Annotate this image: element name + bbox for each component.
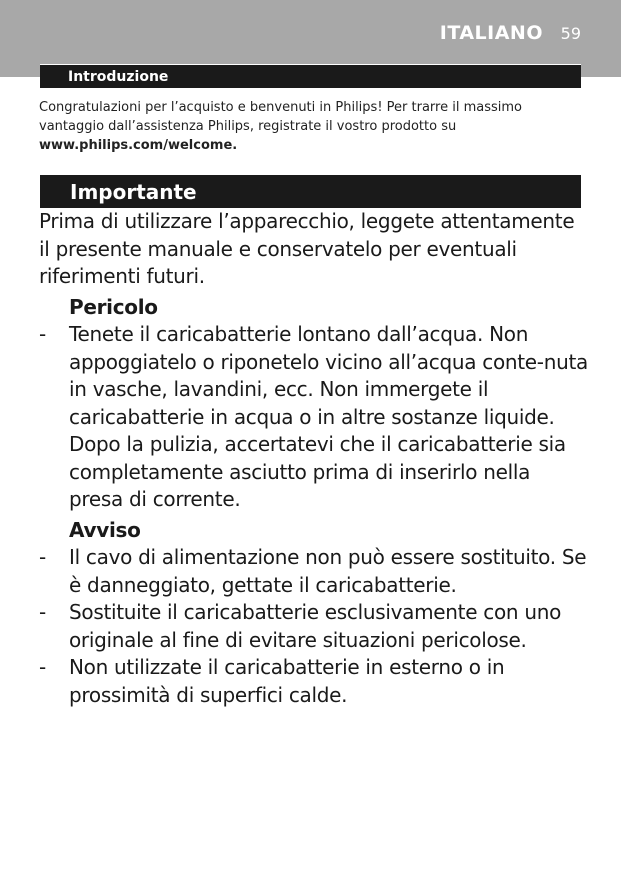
danger-item [39, 321, 589, 514]
bullet-dash: - [39, 545, 46, 569]
warning-item-text: Sostituite il caricabatterie esclusivamente con uno originale al fine di evitare situazioni pericolose. [69, 600, 562, 652]
philips-url: www.philips.com/welcome. [39, 138, 238, 153]
introduction-text: Congratulazioni per l’acquisto e benvenuti in Philips! Per trarre il massimo vantaggio dall’assistenza Philips, registrate il vostro prodotto su [39, 100, 522, 134]
section-heading-introduction: Introduzione [40, 64, 581, 88]
important-intro: Prima di utilizzare l’apparecchio, leggete attentamente il presente manuale e conservatelo per eventuali riferimenti futuri. [39, 209, 575, 288]
warning-item-text: Non utilizzate il caricabatterie in esterno o in prossimità di superfici calde. [69, 655, 505, 707]
warning-heading: Avviso [69, 517, 141, 542]
section-heading-important: Importante [40, 174, 581, 208]
warning-item [39, 544, 589, 599]
warning-item [39, 599, 589, 654]
danger-item-text: Tenete il caricabatterie lontano dall’acqua. Non appoggiatelo o riponetelo vicino all’acqua conte-nuta in vasche, lavandini, ecc. Non immergete il caricabatterie in acqua o in altre sostanze liquide. Dopo la pulizia, accertatevi che il caricabatterie sia completamente asciutto prima di inserirlo nella presa di corrente. [69, 322, 588, 511]
language-label: ITALIANO [439, 22, 543, 44]
bullet-dash: - [39, 322, 46, 346]
important-content [39, 208, 589, 709]
page-number: 59 [560, 24, 581, 43]
introduction-paragraph [39, 98, 584, 155]
warning-item-text: Il cavo di alimentazione non può essere sostituito. Se è danneggiato, gettate il caricabatterie. [69, 545, 587, 597]
bullet-dash: - [39, 655, 46, 679]
danger-heading: Pericolo [69, 294, 158, 319]
bullet-dash: - [39, 600, 46, 624]
warning-item [39, 654, 589, 709]
